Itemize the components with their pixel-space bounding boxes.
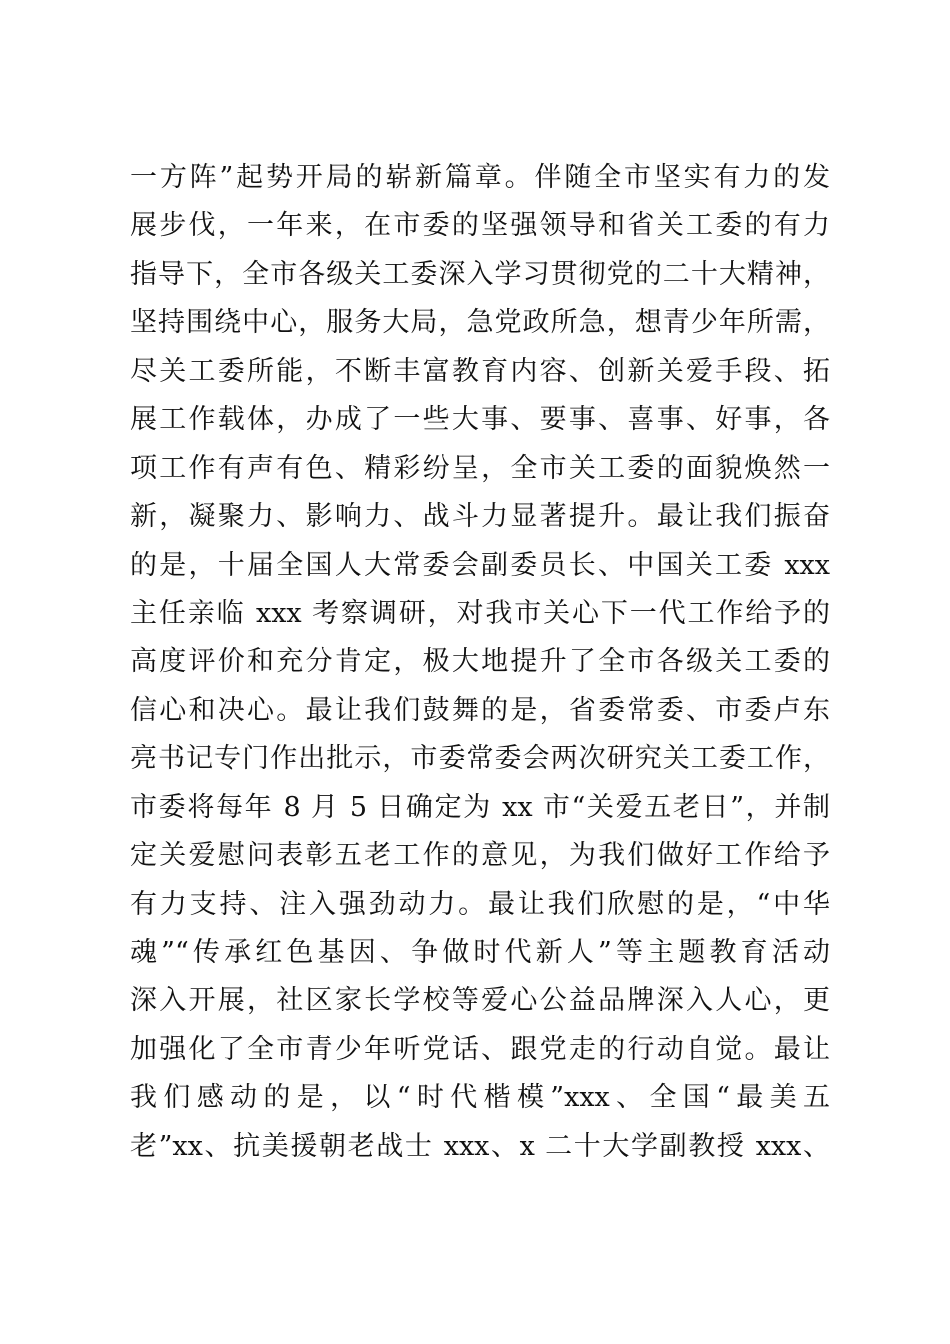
text-line: 市委将每年 8 月 5 日确定为 xx 市“关爱五老日”，并制 — [130, 791, 830, 823]
text-line: 我们感动的是，以“时代楷模”xxx、全国“最美五 — [130, 1082, 830, 1114]
text-line: 主任亲临 xxx 考察调研，对我市关心下一代工作给予的 — [130, 597, 830, 629]
text-line: 老”xx、抗美援朝老战士 xxx、x 二十大学副教授 xxx、 — [130, 1130, 830, 1162]
text-line: 新，凝聚力、影响力、战斗力显著提升。最让我们振奋 — [130, 501, 830, 533]
text-line: 深入开展，社区家长学校等爱心公益品牌深入人心，更 — [130, 985, 830, 1017]
text-line: 项工作有声有色、精彩纷呈，全市关工委的面貌焕然一 — [130, 452, 830, 484]
text-line: 指导下，全市各级关工委深入学习贯彻党的二十大精神， — [130, 258, 830, 290]
text-line: 亮书记专门作出批示，市委常委会两次研究关工委工作， — [130, 743, 830, 775]
body-paragraph — [130, 154, 830, 1171]
text-line: 高度评价和充分肯定，极大地提升了全市各级关工委的 — [130, 646, 830, 678]
text-line: 定关爱慰问表彰五老工作的意见，为我们做好工作给予 — [130, 840, 830, 872]
text-line: 魂”“传承红色基因、争做时代新人”等主题教育活动 — [130, 937, 830, 968]
text-line: 展步伐，一年来，在市委的坚强领导和省关工委的有力 — [130, 210, 830, 242]
text-line: 一方阵”起势开局的崭新篇章。伴随全市坚实有力的发 — [130, 162, 830, 193]
text-line: 有力支持、注入强劲动力。最让我们欣慰的是，“中华 — [130, 888, 830, 920]
text-line: 的是，十届全国人大常委会副委员长、中国关工委 xxx — [130, 549, 830, 581]
text-line: 坚持围绕中心，服务大局，急党政所急，想青少年所需， — [130, 307, 830, 339]
text-line: 尽关工委所能，不断丰富教育内容、创新关爱手段、拓 — [130, 355, 830, 387]
text-line: 加强化了全市青少年听党话、跟党走的行动自觉。最让 — [130, 1033, 830, 1065]
text-line: 展工作载体，办成了一些大事、要事、喜事、好事，各 — [130, 404, 830, 436]
text-line: 信心和决心。最让我们鼓舞的是，省委常委、市委卢东 — [130, 694, 830, 726]
